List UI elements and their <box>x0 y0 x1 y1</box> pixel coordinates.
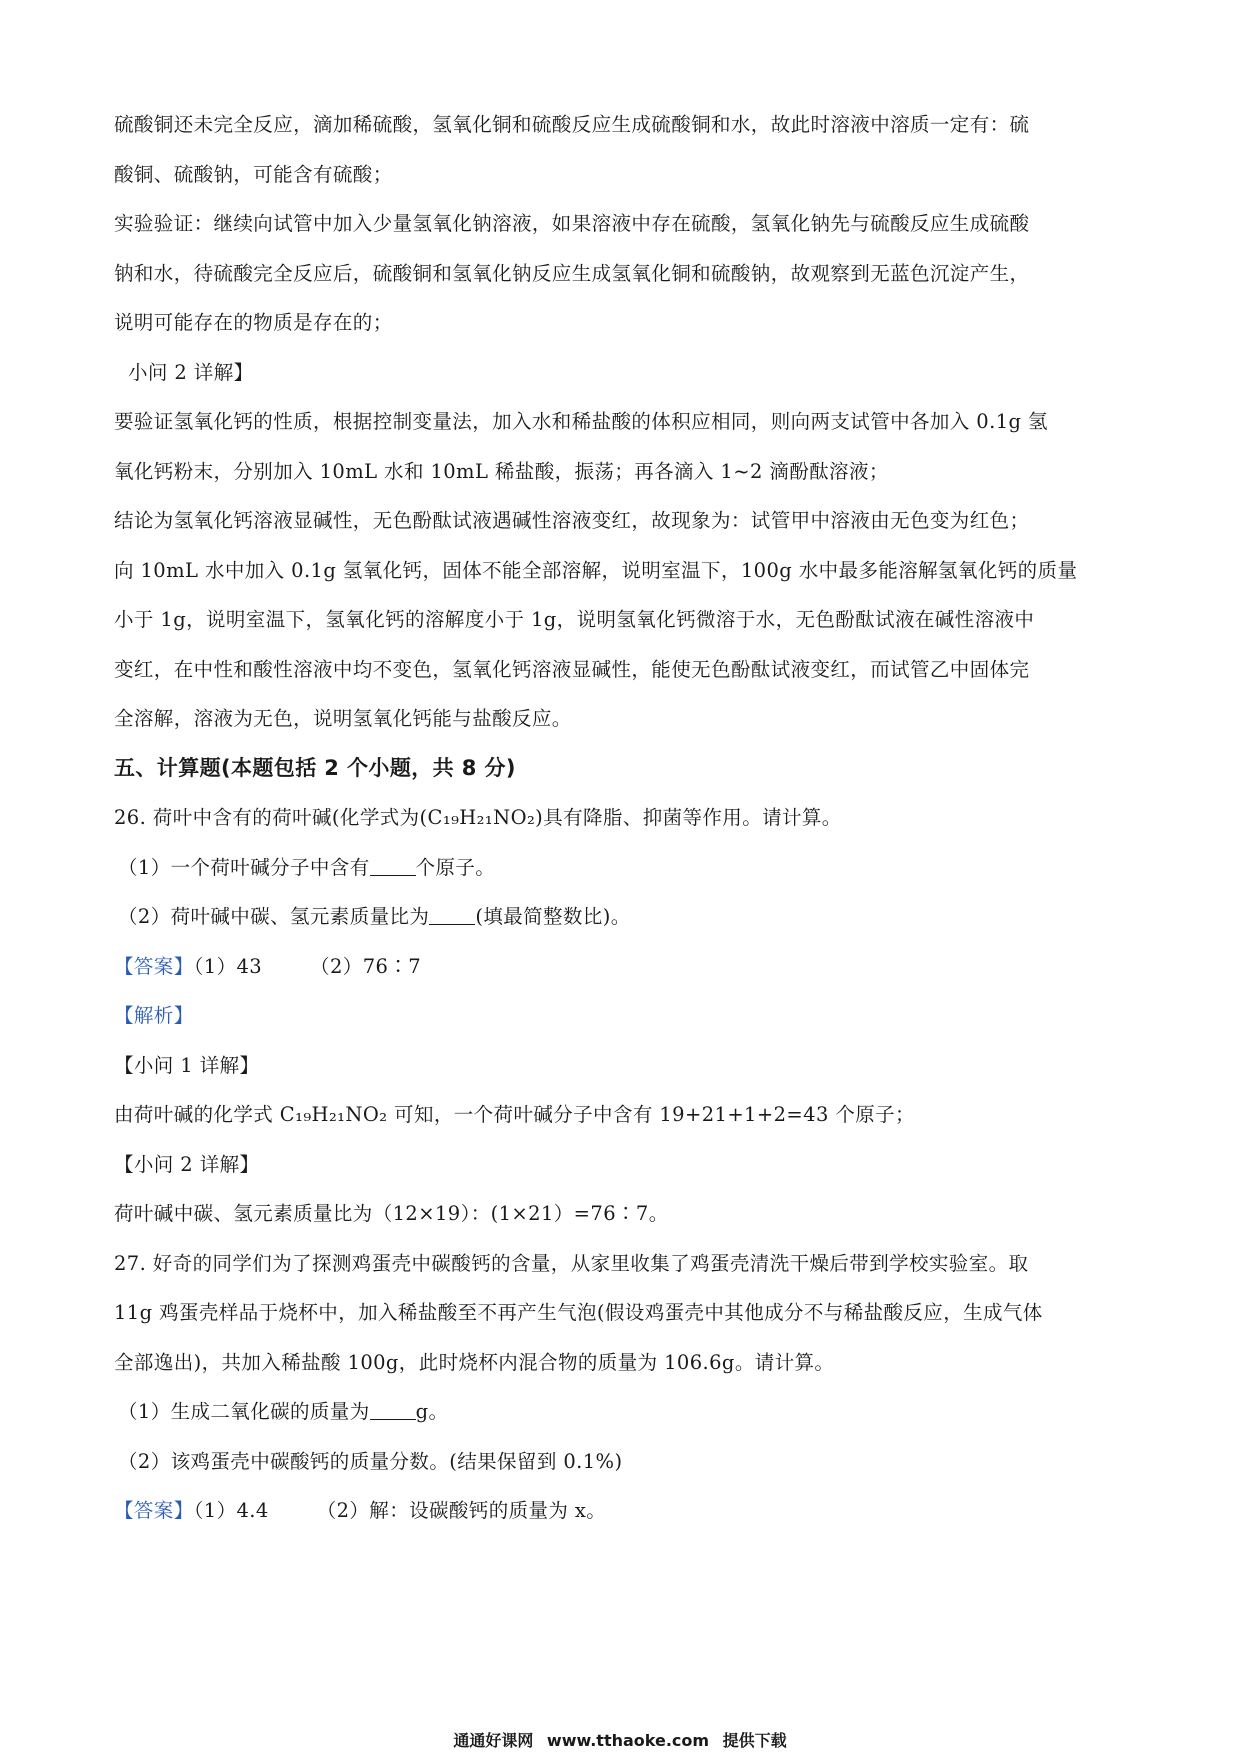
text-line: 酸铜、硫酸钠，可能含有硫酸； <box>114 162 393 186</box>
section-heading: 五、计算题(本题包括 2 个小题，共 8 分) <box>114 755 516 780</box>
answer-tag: 【答案】 <box>114 1499 194 1522</box>
footer-suffix: 提供下载 <box>722 1731 787 1750</box>
text-line: 说明可能存在的物质是存在的； <box>114 311 393 334</box>
text-line: 变红，在中性和酸性溶液中均不变色，氢氧化钙溶液显碱性，能使无色酚酞试液变红，而试管乙中固体完 <box>114 657 1030 681</box>
q26-analysis <box>114 991 1126 1041</box>
text-line: 硫酸铜还未完全反应，滴加稀硫酸，氢氧化铜和硫酸反应生成硫酸铜和水，故此时溶液中溶质一定有：硫 <box>114 113 1030 136</box>
answer-blank <box>429 906 475 925</box>
q27-part2: （2）该鸡蛋壳中碳酸钙的质量分数。(结果保留到 0.1%) <box>118 1449 623 1473</box>
q27-part1-text: （1）生成二氧化碳的质量为 <box>118 1400 370 1423</box>
text-line: 结论为氢氧化钙溶液显碱性，无色酚酞试液遇碱性溶液变红，故现象为：试管甲中溶液由无色变为红色； <box>114 509 1030 532</box>
q27-part1 <box>114 1387 1126 1437</box>
q26-part2 <box>114 892 1126 942</box>
q26-detail2-title: 【小问 2 详解】 <box>114 1152 260 1176</box>
q26-part1-text-after: 个原子。 <box>415 855 496 879</box>
q27-answer <box>114 1486 1126 1536</box>
q26-detail1-text: 由荷叶碱的化学式 C₁₉H₂₁NO₂ 可知，一个荷叶碱分子中含有 19+21+1+2=43 个原子； <box>114 1103 915 1126</box>
text-line: 钠和水，待硫酸完全反应后，硫酸铜和氢氧化钠反应生成氢氧化铜和硫酸钠，故观察到无蓝色沉淀产生， <box>114 261 1030 285</box>
q27-stem-1: 27. 好奇的同学们为了探测鸡蛋壳中碳酸钙的含量，从家里收集了鸡蛋壳清洗干燥后带到学校实验室。取 <box>114 1251 1029 1275</box>
text-line: 实验验证：继续向试管中加入少量氢氧化钠溶液，如果溶液中存在硫酸，氢氧化钠先与硫酸反应生成硫酸 <box>114 212 1030 235</box>
answer-blank <box>370 1401 416 1420</box>
subquestion-title: 小问 2 详解】 <box>128 360 254 384</box>
text-line: 要验证氢氧化钙的性质，根据控制变量法，加入水和稀盐酸的体积应相同，则向两支试管中各加入 0.1g 氢 <box>114 410 1048 433</box>
text-line: 小于 1g，说明室温下，氢氧化钙的溶解度小于 1g，说明氢氧化钙微溶于水，无色酚酞试液在碱性溶液中 <box>114 608 1035 631</box>
answer-blank <box>370 857 416 876</box>
q26-part1 <box>114 843 1126 893</box>
footer-site-name: 通通好课网 <box>453 1731 534 1750</box>
q27-answer-1: （1）4.4 <box>193 1499 269 1522</box>
q26-detail2-text: 荷叶碱中碳、氢元素质量比为（12×19）：(1×21）=76∶7。 <box>114 1202 669 1225</box>
q27-answer-2: （2）解：设碳酸钙的质量为 x。 <box>316 1499 607 1522</box>
q27-stem-3: 全部逸出)，共加入稀盐酸 100g，此时烧杯内混合物的质量为 106.6g。请计算。 <box>114 1350 835 1374</box>
page-footer <box>0 1728 1240 1751</box>
q26-part2-text-after: (填最简整数比)。 <box>475 905 631 928</box>
q26-answer-1: （1）43 <box>193 954 263 978</box>
q26-part1-text: （1）一个荷叶碱分子中含有 <box>118 855 370 879</box>
analysis-tag: 【解析】 <box>114 1004 194 1027</box>
page-content <box>114 100 1126 1536</box>
text-line: 全溶解，溶液为无色，说明氢氧化钙能与盐酸反应。 <box>114 707 572 730</box>
q26-detail1-title: 【小问 1 详解】 <box>114 1053 260 1077</box>
q26-stem: 26. 荷叶中含有的荷叶碱(化学式为(C₁₉H₂₁NO₂)具有降脂、抑菌等作用。请计算。 <box>114 806 842 829</box>
q27-part1-text-after: g。 <box>415 1400 449 1423</box>
answer-tag: 【答案】 <box>114 954 194 978</box>
text-line: 向 10mL 水中加入 0.1g 氢氧化钙，固体不能全部溶解，说明室温下，100g 水中最多能溶解氢氧化钙的质量 <box>114 558 1078 582</box>
q26-answer <box>114 942 1126 992</box>
q26-part2-text: （2）荷叶碱中碳、氢元素质量比为 <box>118 905 430 928</box>
q26-answer-2: （2）76∶7 <box>310 954 422 978</box>
text-line: 氧化钙粉末，分别加入 10mL 水和 10mL 稀盐酸，振荡；再各滴入 1~2 滴酚酞溶液； <box>114 459 889 483</box>
q27-stem-2: 11g 鸡蛋壳样品于烧杯中，加入稀盐酸至不再产生气泡(假设鸡蛋壳中其他成分不与稀盐酸反应，生成气体 <box>114 1301 1043 1324</box>
footer-url[interactable]: www.tthaoke.com <box>546 1731 710 1750</box>
